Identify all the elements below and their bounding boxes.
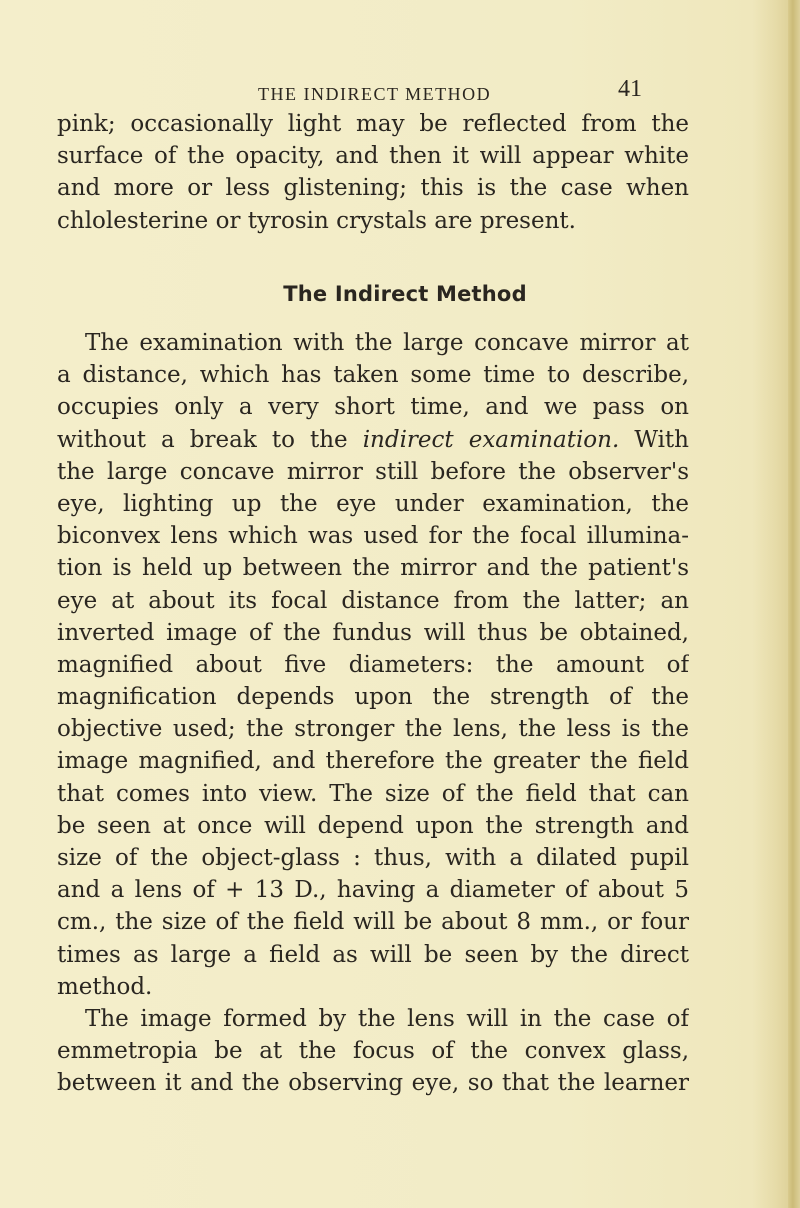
text-line: be seen at once will depend upon the strength and — [57, 812, 689, 839]
text-segment: With — [619, 426, 689, 453]
section-heading-container — [0, 282, 800, 306]
text-line: times as large a field as will be seen by the direct — [57, 941, 689, 968]
text-segment: without a break to the — [57, 426, 363, 453]
page-number: 41 — [618, 76, 642, 102]
text-line: the large concave mirror still before the observer's — [57, 458, 689, 485]
text-line: surface of the opacity, and then it will appear white — [57, 143, 689, 170]
text-line: The examination with the large concave mirror at — [85, 330, 689, 356]
intro-paragraph — [57, 108, 689, 237]
text-line: method. — [57, 973, 153, 1000]
text-line: objective used; the stronger the lens, the less is the — [57, 716, 689, 743]
page-edge-shadow — [788, 0, 800, 1208]
text-line: eye at about its focal distance from the latter; an — [57, 587, 689, 614]
text-line: size of the object-glass : thus, with a dilated pupil — [57, 845, 689, 871]
text-line: chlolesterine or tyrosin crystals are present. — [57, 207, 576, 234]
text-line: a distance, which has taken some time to describe, — [57, 362, 689, 389]
text-line: occupies only a very short time, and we pass on — [57, 394, 689, 421]
body-text — [57, 327, 689, 1100]
text-line: eye, lighting up the eye under examination, the — [57, 490, 689, 517]
text-line: between it and the observing eye, so that the learner — [57, 1070, 689, 1097]
text-line: and more or less glistening; this is the case when — [57, 175, 689, 202]
text-line: inverted image of the fundus will thus be obtained, — [57, 619, 689, 646]
text-line: cm., the size of the field will be about 8 mm., or four — [57, 909, 689, 936]
text-line: image magnified, and therefore the greater the field — [57, 748, 689, 775]
text-line: that comes into view. The size of the field that can — [57, 780, 689, 807]
running-title: THE INDIRECT METHOD — [258, 84, 492, 104]
section-heading: The Indirect Method — [283, 282, 527, 306]
text-line: tion is held up between the mirror and the patient's — [57, 555, 689, 582]
text-line: biconvex lens which was used for the focal illumina- — [57, 523, 689, 550]
text-line: magnification depends upon the strength of the — [57, 684, 689, 711]
text-line: and a lens of + 13 D., having a diameter of about 5 — [57, 877, 689, 904]
text-line: magnified about five diameters: the amount of — [57, 651, 689, 678]
text-line: pink; occasionally light may be reflected from the — [57, 111, 689, 137]
italic-term: indirect examination. — [362, 426, 620, 453]
running-head — [258, 76, 678, 106]
text-line-with-italic — [57, 424, 689, 456]
text-line: emmetropia be at the focus of the convex glass, — [57, 1038, 689, 1065]
text-line: The image formed by the lens will in the case of — [85, 1005, 689, 1032]
